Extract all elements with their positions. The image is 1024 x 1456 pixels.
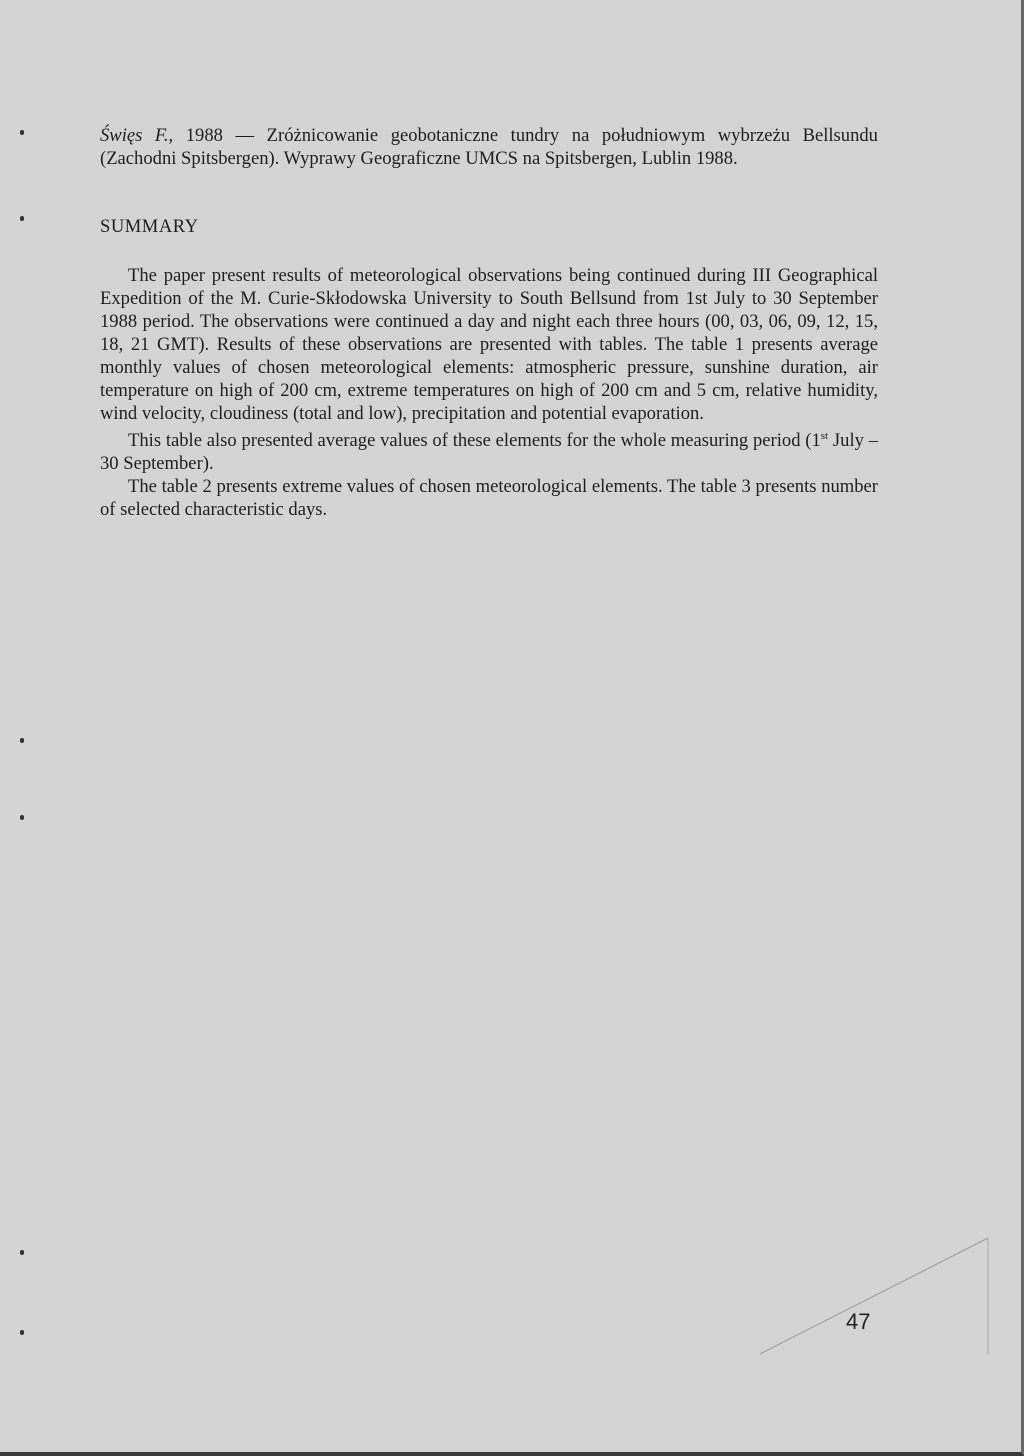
citation-text: , 1988 — Zróżnicowanie geobotaniczne tundry na południowym wybrzeżu Bellsundu (Zachodni Spitsbergen). Wyprawy Geograficzne UMCS na Spitsbergen, Lublin 1988.: [100, 125, 878, 169]
citation-author: Święs F.: [100, 125, 169, 146]
summary-heading: SUMMARY: [100, 216, 199, 237]
summary-paragraph-3: The table 2 presents extreme values of chosen meteorological elements. The table 3 presents number of selected characteristic days.: [100, 476, 878, 521]
margin-mark: [20, 1250, 24, 1255]
page-number: 47: [846, 1309, 871, 1334]
summary-paragraph-2-end: July – 30 September).: [100, 430, 878, 475]
scan-artifact-line: [760, 1236, 990, 1356]
summary-body: [100, 264, 878, 521]
margin-mark: [20, 216, 24, 221]
summary-paragraph-1: The paper present results of meteorological observations being continued during III Geographical Expedition of the M. Curie-Skłodowska University to South Bellsund from 1st July to 30 September 1988 period. The observations were continued a day and night each three hours (00, 03, 06, 09, 12, 15, 18, 21 GMT). Results of these observations are presented with tables. The table 1 presents average monthly values of chosen meteorological elements: atmospheric pressure, sunshine duration, air temperature on high of 200 cm, extreme temperatures on high of 200 cm and 5 cm, relative humidity, wind velocity, cloudiness (total and low), precipitation and potential evaporation.: [100, 265, 878, 424]
summary-paragraph-2-main: This table also presented average values of these elements for the whole measuring period (1: [128, 430, 821, 452]
margin-mark: [20, 130, 24, 135]
margin-mark: [20, 815, 24, 820]
margin-mark: [20, 1330, 24, 1335]
margin-mark: [20, 738, 24, 743]
superscript-st: st: [820, 430, 829, 442]
citation: [100, 124, 878, 170]
summary-paragraph-2: [100, 425, 878, 475]
